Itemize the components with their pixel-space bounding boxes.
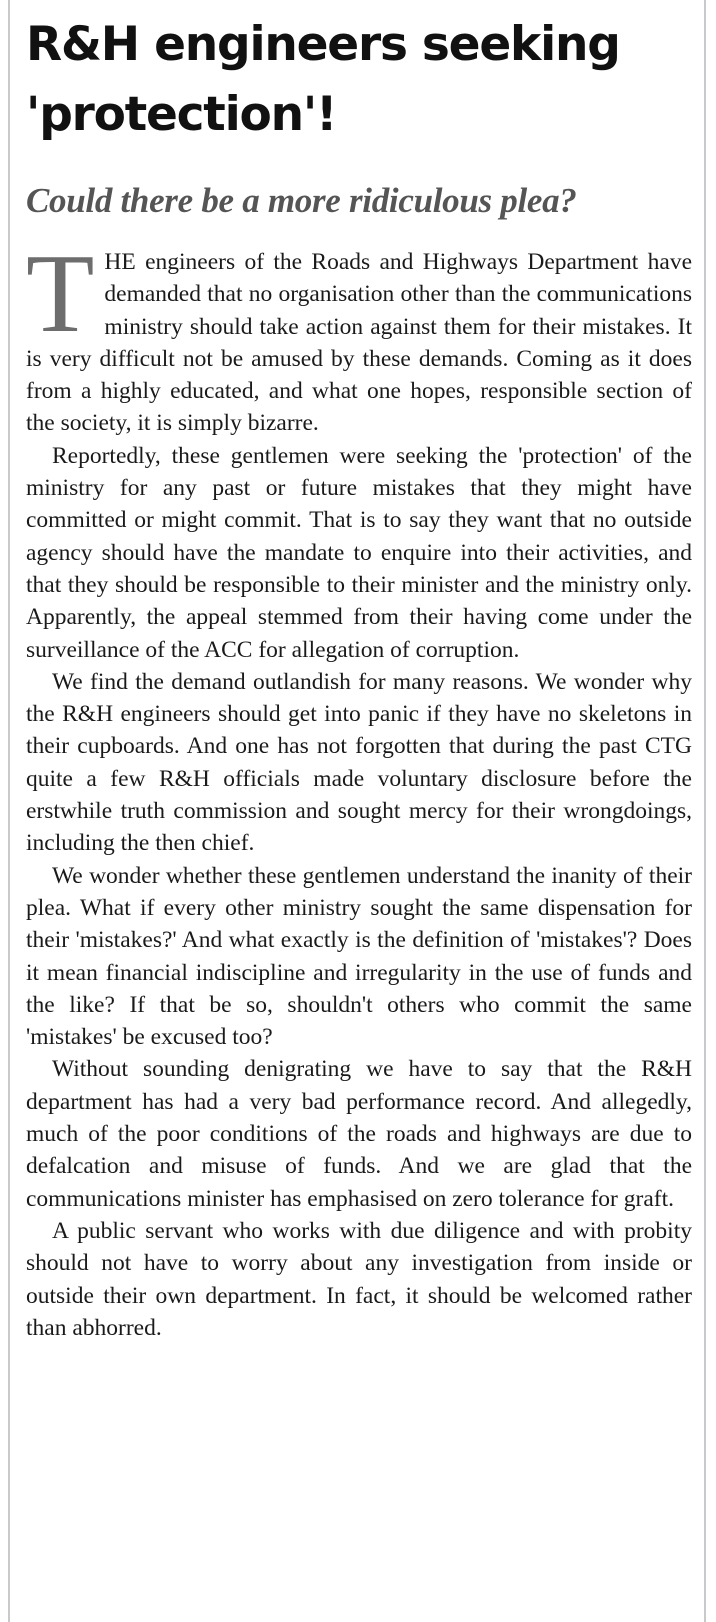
drop-cap: T — [26, 232, 95, 356]
paragraph-3: We find the demand outlandish for many reasons. We wonder why the R&H engineers should get into panic if they have no skeletons in their cupboards. And one has not forgotten that during the past CTG quite a few R&H officials made voluntary disclosure before the erstwhile truth commission and sought mercy for their wrongdoings, including the then chief. — [26, 668, 692, 857]
paragraph-1-text: HE engineers of the Roads and Highways Department have demanded that no organisation other than the communications ministry should take action against them for their mistakes. It is very difficult not be amused by these demands. Coming as it does from a highly educated, and what one hopes, responsible section of the society, it is simply bizarre. — [26, 249, 692, 437]
paragraph-2: Reportedly, these gentlemen were seeking the 'protection' of the ministry for any past or future mistakes that they might have committed or might commit. That is to say they want that no outside agency should have the mandate to enquire into their activities, and that they should be responsible to their minister and the ministry only. Apparently, the appeal stemmed from their having come under the surveillance of the ACC for allegation of corruption. — [26, 442, 692, 663]
paragraph-6: A public servant who works with due diligence and with probity should not have to worry about any investigation from inside or outside their own department. In fact, it should be welcomed rather than abhorred. — [26, 1217, 692, 1341]
paragraph-1 — [26, 232, 692, 440]
paragraph-5: Without sounding denigrating we have to say that the R&H department has had a very bad performance record. And allegedly, much of the poor conditions of the roads and highways are due to defalcation and misuse of funds. And we are glad that the communications minister has emphasised on zero tolerance for graft. — [26, 1056, 692, 1212]
subheadline: Could there be a more ridiculous plea? — [26, 181, 577, 220]
paragraph-4: We wonder whether these gentlemen understand the inanity of their plea. What if every other ministry sought the same dispensation for their 'mistakes?' And what exactly is the definition of 'mistakes'? Does it mean financial indiscipline and irregularity in the use of funds and the like? If that be so, shouldn't others who commit the same 'mistakes' be excused too? — [26, 862, 692, 1051]
headline: R&H engineers seeking 'protection'! — [26, 17, 620, 142]
article-body — [26, 232, 692, 1344]
editorial-column — [8, 0, 706, 1622]
